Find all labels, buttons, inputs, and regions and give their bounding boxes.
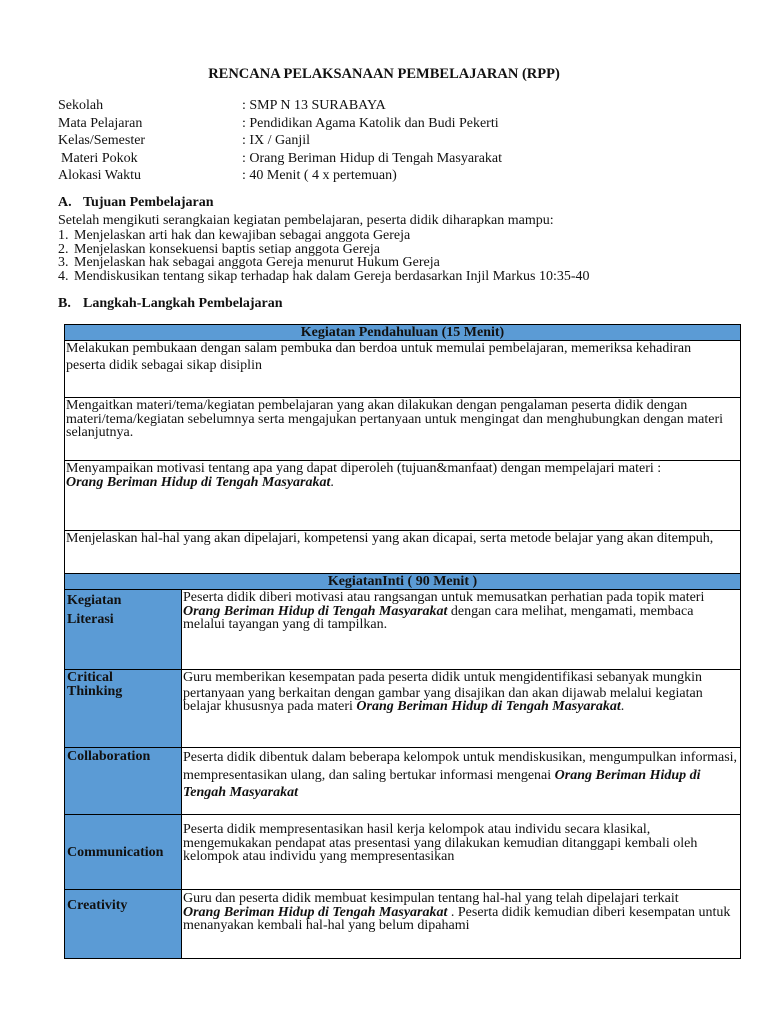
identity-label: Sekolah bbox=[58, 98, 104, 113]
cell-text bbox=[66, 476, 738, 490]
identity-label: Alokasi Waktu bbox=[58, 168, 141, 183]
identity-row-school bbox=[58, 97, 502, 115]
table-cell bbox=[65, 398, 741, 461]
cell-text: Peserta didik diberi motivasi atau rangsangan untuk memusatkan perhatian pada topik materi bbox=[183, 590, 705, 605]
page-title: RENCANA PELAKSANAAN PEMBELAJARAN (RPP) bbox=[208, 66, 560, 82]
table-row bbox=[65, 531, 741, 574]
identity-row-time bbox=[58, 167, 502, 185]
row-label-critical bbox=[65, 670, 182, 748]
identity-value: : Pendidikan Agama Katolik dan Budi Pekerti bbox=[242, 115, 499, 131]
pendahuluan-header: Kegiatan Pendahuluan (15 Menit) bbox=[65, 325, 741, 341]
table-cell bbox=[182, 590, 741, 670]
cell-text: Guru dan peserta didik membuat kesimpulan tentang hal-hal yang telah dipelajari terkait bbox=[183, 891, 679, 906]
row-label-text: Critical Thinking bbox=[67, 670, 123, 699]
cell-text: Peserta didik dibentuk dalam beberapa kelompok untuk mendiskusikan, mengumpulkan informasi, mempresentasikan ulang, dan saling bertukar informasi mengenai bbox=[183, 750, 738, 783]
goal-text: Menjelaskan arti hak dan kewajiban sebagai anggota Gereja bbox=[74, 228, 411, 243]
section-a-intro: Setelah mengikuti serangkaian kegiatan pembelajaran, peserta didik diharapkan mampu: bbox=[58, 213, 554, 228]
cell-text: mengemukakan pendapat atas presentasi yang dilakukan kemudian ditanggapi kembali oleh kelompok atau individu yang mempresentasikan bbox=[183, 835, 698, 864]
goal-text: Menjelaskan konsekuensi baptis setiap anggota Gereja bbox=[74, 241, 380, 257]
goal-number: 3. bbox=[58, 255, 69, 270]
list-item bbox=[58, 270, 590, 284]
identity-block bbox=[58, 97, 502, 185]
table-row bbox=[65, 461, 741, 531]
cell-text bbox=[183, 687, 738, 714]
identity-value: : Orang Beriman Hidup di Tengah Masyarakat bbox=[242, 150, 503, 166]
cell-text: Menjelaskan hal-hal yang akan dipelajari, kompetensi yang akan dicapai, serta metode belajar yang akan ditempuh, bbox=[66, 531, 714, 546]
section-title: Tujuan Pembelajaran bbox=[83, 195, 214, 210]
table-row bbox=[65, 748, 741, 815]
topic-emphasis: Orang Beriman Hidup di Tengah Masyarakat bbox=[66, 474, 331, 490]
punctuation: . bbox=[620, 699, 625, 714]
list-item bbox=[58, 229, 590, 243]
learning-steps-table bbox=[64, 324, 741, 959]
table-row bbox=[65, 815, 741, 890]
goal-number: 1. bbox=[58, 228, 69, 243]
identity-row-subject bbox=[58, 115, 502, 133]
row-label-text: Creativity bbox=[67, 898, 128, 913]
row-label-text: Collaboration bbox=[67, 749, 151, 764]
table-row bbox=[65, 590, 741, 670]
identity-value: : IX / Ganjil bbox=[242, 133, 311, 148]
cell-text: Mengaitkan materi/tema/kegiatan pembelajaran yang akan dilakukan dengan pengalaman peserta didik dengan bbox=[66, 398, 688, 413]
table-row bbox=[65, 890, 741, 959]
table-row bbox=[65, 574, 741, 590]
identity-row-class bbox=[58, 132, 502, 150]
cell-text: Guru memberikan kesempatan pada peserta didik untuk mengidentifikasi sebanyak mungkin bbox=[183, 670, 703, 685]
table-row bbox=[65, 398, 741, 461]
table-cell bbox=[182, 890, 741, 959]
cell-text: pertanyaan yang berkaitan dengan gambar yang disajikan dan akan dijawab melalui kegiatan belajar khususnya pada materi bbox=[183, 685, 703, 714]
cell-text: dengan cara melihat, mengamati, membaca melalui tayangan yang di tampilkan. bbox=[183, 603, 694, 632]
identity-label: Materi Pokok bbox=[61, 150, 138, 166]
inti-header: KegiatanInti ( 90 Menit ) bbox=[65, 574, 741, 590]
identity-value: : 40 Menit ( 4 x pertemuan) bbox=[242, 168, 397, 183]
cell-text bbox=[183, 906, 738, 933]
section-a-heading bbox=[58, 195, 214, 211]
list-item bbox=[58, 256, 590, 270]
topic-emphasis: Orang Beriman Hidup di Tengah Masyarakat bbox=[183, 603, 448, 619]
identity-label: Kelas/Semester bbox=[58, 133, 146, 148]
cell-text: peserta didik sebagai sikap disiplin bbox=[66, 357, 262, 373]
cell-text: Peserta didik mempresentasikan hasil kerja kelompok atau individu secara klasikal, bbox=[183, 822, 651, 837]
identity-value: : SMP N 13 SURABAYA bbox=[242, 98, 386, 113]
row-label-text: Communication bbox=[67, 845, 164, 860]
punctuation: . bbox=[330, 474, 334, 490]
cell-text: . Peserta didik kemudian diberi kesempatan untuk menanyakan kembali hal-hal yang belum dipahami bbox=[183, 904, 731, 933]
row-label-text: Kegiatan Literasi bbox=[67, 593, 122, 627]
topic-emphasis: Orang Beriman Hidup di Tengah Masyarakat bbox=[183, 904, 448, 920]
topic-emphasis: Orang Beriman Hidup di Tengah Masyarakat bbox=[356, 699, 621, 714]
identity-label: Mata Pelajaran bbox=[58, 115, 143, 131]
cell-text: materi/tema/kegiatan sebelumnya serta mengajukan pertanyaan untuk mengingat dan menghubungkan dengan materi selanjutnya. bbox=[66, 411, 723, 440]
table-cell bbox=[65, 531, 741, 574]
section-b-heading bbox=[58, 296, 283, 312]
goal-text: Mendiskusikan tentang sikap terhadap hak dalam Gereja berdasarkan Injil Markus 10:35-40 bbox=[74, 268, 590, 284]
section-title: Langkah-Langkah Pembelajaran bbox=[83, 296, 283, 311]
topic-emphasis: Orang Beriman Hidup di Tengah Masyarakat bbox=[183, 767, 701, 800]
cell-text: Menyampaikan motivasi tentang apa yang dapat diperoleh (tujuan&manfaat) dengan mempelajari materi : bbox=[66, 461, 662, 476]
goal-list bbox=[58, 229, 590, 283]
goal-text: Menjelaskan hak sebagai anggota Gereja menurut Hukum Gereja bbox=[74, 255, 440, 270]
row-label-literasi bbox=[65, 590, 182, 670]
goal-number: 2. bbox=[58, 241, 69, 257]
goal-number: 4. bbox=[58, 268, 69, 284]
table-cell bbox=[65, 461, 741, 531]
row-label-collaboration bbox=[65, 748, 182, 815]
section-number: B. bbox=[58, 296, 71, 311]
identity-row-topic bbox=[58, 150, 502, 168]
list-item bbox=[58, 243, 590, 257]
section-number: A. bbox=[58, 195, 72, 210]
table-cell bbox=[182, 748, 741, 815]
row-label-communication bbox=[65, 815, 182, 890]
cell-text: Melakukan pembukaan dengan salam pembuka dan berdoa untuk memulai pembelajaran, memeriksa kehadiran bbox=[66, 341, 692, 356]
row-label-creativity bbox=[65, 890, 182, 959]
table-row bbox=[65, 341, 741, 398]
table-cell bbox=[182, 815, 741, 890]
table-cell bbox=[182, 670, 741, 748]
cell-text bbox=[183, 605, 738, 632]
table-cell bbox=[65, 341, 741, 398]
table-row bbox=[65, 670, 741, 748]
table-row bbox=[65, 325, 741, 341]
